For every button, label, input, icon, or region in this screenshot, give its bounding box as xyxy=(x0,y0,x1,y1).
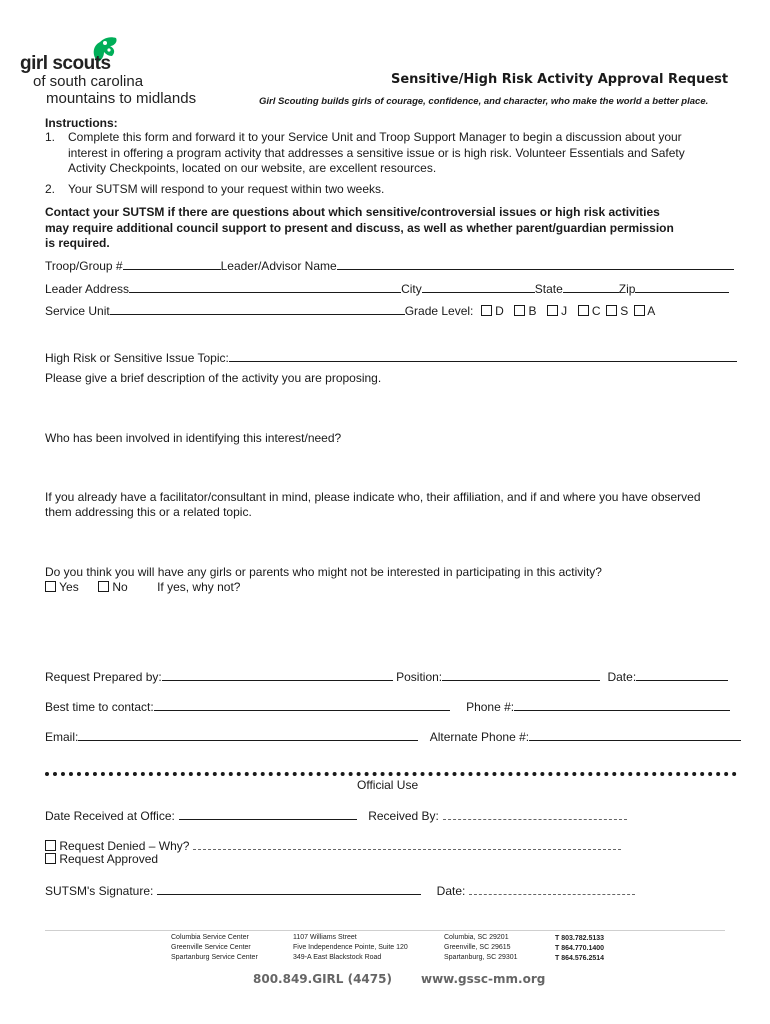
email-label: Email: xyxy=(45,730,79,744)
footer-city-spartanburg: Spartanburg, SC 29301 xyxy=(444,954,518,961)
alt-phone-field[interactable] xyxy=(529,728,741,741)
approved-checkbox[interactable] xyxy=(45,853,56,864)
alt-phone-label: Alternate Phone #: xyxy=(429,730,530,744)
best-time-label: Best time to contact: xyxy=(45,700,154,714)
grade-a-checkbox[interactable] xyxy=(634,305,645,316)
leader-label: Leader/Advisor Name xyxy=(220,259,337,273)
footer-phone-spartanburg: T 864.576.2514 xyxy=(555,955,605,962)
address-label: Leader Address xyxy=(45,282,130,296)
contact-line-2: may require additional council support to present and discuss, as well as whether parent/guardian permission xyxy=(45,221,674,235)
interest-question: Do you think you will have any girls or parents who might not be interested in participating in this activity? xyxy=(45,565,602,579)
prepared-by-label: Request Prepared by: xyxy=(45,670,162,684)
email-field[interactable] xyxy=(78,728,418,741)
grade-s-label: S xyxy=(620,304,629,318)
contact-line-1: Contact your SUTSM if there are questions about which sensitive/controversial issues or high risk activities xyxy=(45,205,660,219)
footer-center-greenville: Greenville Service Center xyxy=(171,944,251,951)
denied-checkbox[interactable] xyxy=(45,840,56,851)
instruction-1-number: 1. xyxy=(45,130,56,144)
footer-cities xyxy=(444,933,518,963)
involved-area[interactable] xyxy=(45,449,745,487)
denied-label: Request Denied – Why? xyxy=(59,839,190,853)
date-field[interactable] xyxy=(636,668,728,681)
footer-phone-greenville: T 864.770.1400 xyxy=(555,945,605,952)
grade-a-label: A xyxy=(647,304,656,318)
grade-b-checkbox[interactable] xyxy=(514,305,525,316)
best-time-field[interactable] xyxy=(154,698,450,711)
footer-rule xyxy=(45,930,725,931)
grade-j-label: J xyxy=(561,304,568,318)
phone-field[interactable] xyxy=(514,698,730,711)
approved-row xyxy=(45,852,158,866)
why-not-label: If yes, why not? xyxy=(157,580,241,594)
grade-c-checkbox[interactable] xyxy=(578,305,589,316)
city-label: City xyxy=(401,282,422,296)
date-label: Date: xyxy=(607,670,637,684)
no-checkbox[interactable] xyxy=(98,581,109,592)
footer-city-columbia: Columbia, SC 29201 xyxy=(444,934,509,941)
footer-phones xyxy=(555,934,604,964)
signature-row xyxy=(45,882,635,898)
footer-street-columbia: 1107 Williams Street xyxy=(293,934,357,941)
phone-label: Phone #: xyxy=(466,700,515,714)
logo-line-2: of south carolina xyxy=(33,73,144,90)
footer-street-greenville: Five Independence Pointe, Suite 120 xyxy=(293,944,408,951)
footer-streets xyxy=(293,933,408,963)
footer-city-greenville: Greenville, SC 29615 xyxy=(444,944,511,951)
best-time-row xyxy=(45,698,730,714)
logo-line-1: girl scouts xyxy=(20,53,111,74)
position-label: Position: xyxy=(396,670,443,684)
service-unit-field[interactable] xyxy=(110,302,405,315)
date-received-field[interactable] xyxy=(179,807,357,820)
official-date-label: Date: xyxy=(436,884,466,898)
prepared-by-field[interactable] xyxy=(162,668,393,681)
no-label: No xyxy=(112,580,128,594)
facilitator-prompt-line-2: them addressing this or a related topic. xyxy=(45,505,252,519)
approved-label: Request Approved xyxy=(59,852,159,866)
zip-label: Zip xyxy=(618,282,636,296)
state-label: State xyxy=(534,282,563,296)
involved-prompt: Who has been involved in identifying this interest/need? xyxy=(45,431,342,445)
footer-website[interactable]: www.gssc-mm.org xyxy=(421,972,546,986)
description-prompt: Please give a brief description of the activity you are proposing. xyxy=(45,371,382,385)
city-field[interactable] xyxy=(422,280,535,293)
email-row xyxy=(45,728,741,744)
zip-field[interactable] xyxy=(635,280,729,293)
received-by-field[interactable] xyxy=(443,807,627,820)
yes-label: Yes xyxy=(59,580,79,594)
footer-centers xyxy=(171,933,258,963)
topic-row xyxy=(45,349,737,365)
grade-level-label: Grade Level: xyxy=(404,304,474,318)
facilitator-prompt-line-1: If you already have a facilitator/consultant in mind, please indicate who, their affiliation, and if and where you have observed xyxy=(45,490,701,504)
official-use-heading: Official Use xyxy=(357,778,419,792)
service-unit-row xyxy=(45,302,655,318)
state-field[interactable] xyxy=(563,280,619,293)
footer-phone-columbia: T 803.782.5133 xyxy=(555,935,605,942)
troop-label: Troop/Group # xyxy=(45,259,123,273)
signature-field[interactable] xyxy=(157,882,421,895)
footer-street-spartanburg: 349-A East Blackstock Road xyxy=(293,954,382,961)
address-field[interactable] xyxy=(129,280,401,293)
prepared-by-row xyxy=(45,668,728,684)
instruction-1-line-2: interest in offering a program activity that addresses a sensitive issue or is high risk. Volunteer Essentials and Safety xyxy=(68,146,685,160)
interest-answer-row xyxy=(45,580,240,594)
grade-d-checkbox[interactable] xyxy=(481,305,492,316)
troop-row xyxy=(45,257,734,273)
topic-field[interactable] xyxy=(229,349,737,362)
footer-main-phone: 800.849.GIRL (4475) xyxy=(253,972,392,986)
footer-center-spartanburg: Spartanburg Service Center xyxy=(171,954,258,961)
instruction-1-line-3: Activity Checkpoints, located on our website, are excellent resources. xyxy=(68,161,437,175)
instruction-1-line-1: Complete this form and forward it to your Service Unit and Troop Support Manager to begin a discussion about your xyxy=(68,130,682,144)
received-by-label: Received By: xyxy=(368,809,439,823)
instructions-heading: Instructions: xyxy=(45,116,118,130)
address-row xyxy=(45,280,729,296)
date-received-row xyxy=(45,807,627,823)
grade-d-label: D xyxy=(495,304,504,318)
official-date-field[interactable] xyxy=(469,882,635,895)
date-received-label: Date Received at Office: xyxy=(45,809,175,823)
yes-checkbox[interactable] xyxy=(45,581,56,592)
footer-center-columbia: Columbia Service Center xyxy=(171,934,249,941)
instruction-2-text: Your SUTSM will respond to your request within two weeks. xyxy=(68,182,385,196)
denied-reason-field[interactable] xyxy=(193,837,621,850)
description-area[interactable] xyxy=(45,389,745,427)
troop-field[interactable] xyxy=(123,257,221,270)
logo xyxy=(20,34,210,110)
separator xyxy=(45,772,737,776)
contact-line-3: is required. xyxy=(45,236,110,250)
page-title: Sensitive/High Risk Activity Approval Request xyxy=(391,72,729,87)
signature-label: SUTSM's Signature: xyxy=(45,884,154,898)
facilitator-area[interactable] xyxy=(45,523,745,561)
position-field[interactable] xyxy=(442,668,600,681)
service-unit-label: Service Unit xyxy=(45,304,110,318)
topic-label: High Risk or Sensitive Issue Topic: xyxy=(45,351,229,365)
instruction-2-number: 2. xyxy=(45,182,56,196)
denied-row xyxy=(45,837,621,853)
leader-field[interactable] xyxy=(337,257,734,270)
logo-line-3: mountains to midlands xyxy=(46,90,197,107)
grade-b-label: B xyxy=(528,304,537,318)
tagline: Girl Scouting builds girls of courage, confidence, and character, who make the world a better place. xyxy=(259,96,709,107)
grade-s-checkbox[interactable] xyxy=(606,305,617,316)
grade-j-checkbox[interactable] xyxy=(547,305,558,316)
grade-c-label: C xyxy=(591,304,601,318)
